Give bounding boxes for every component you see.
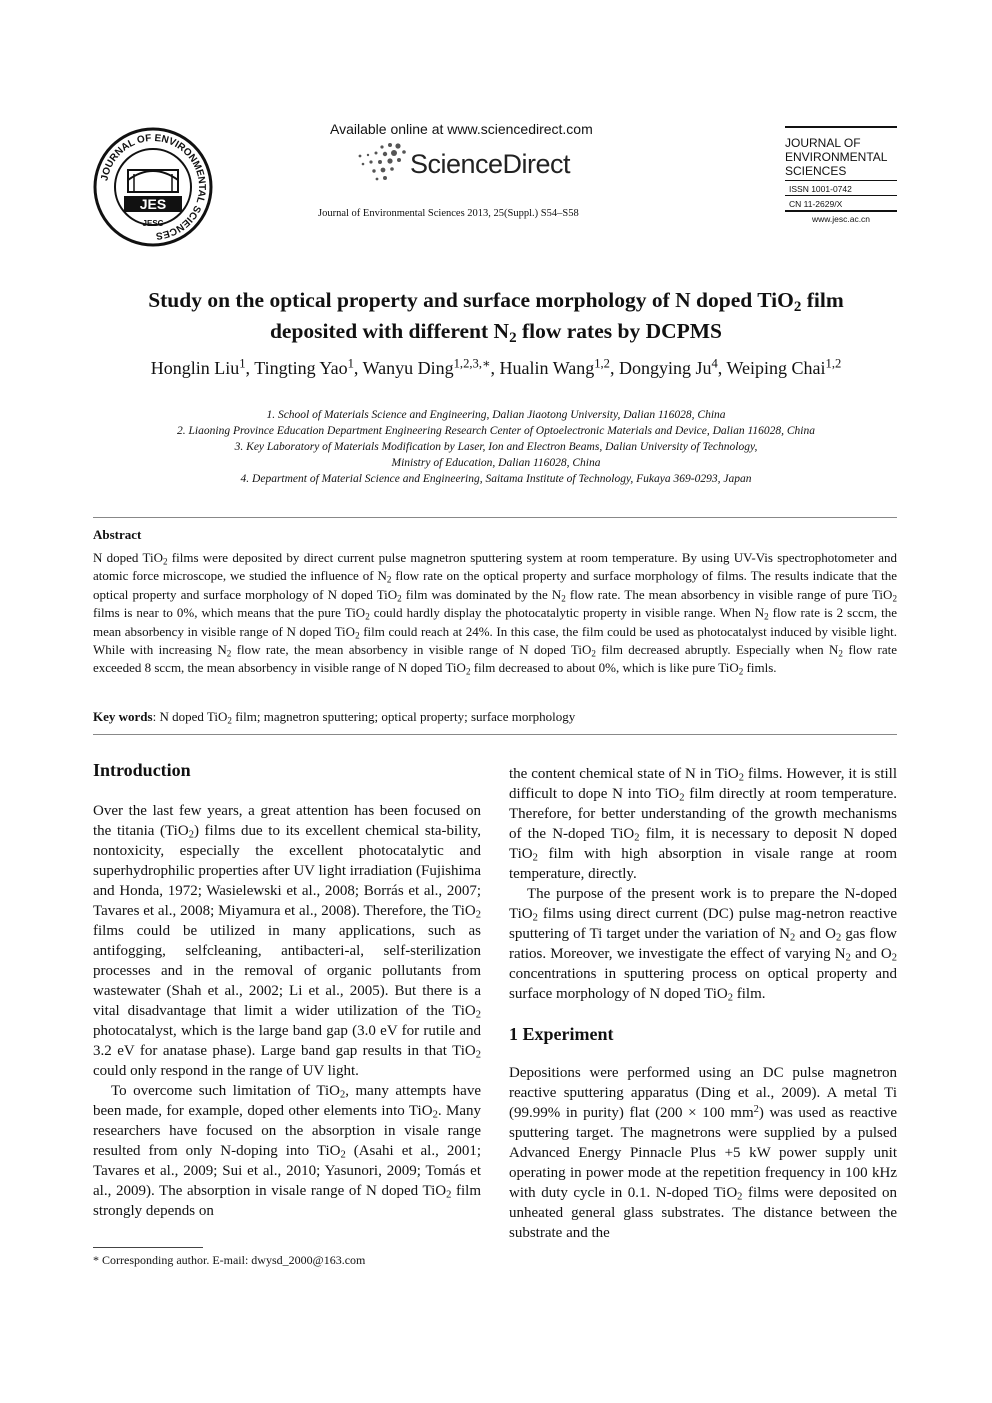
sciencedirect-wordmark: ScienceDirect: [410, 149, 571, 179]
author: Hualin Wang$^{1,2}$,: [499, 356, 619, 378]
journal-url: www.jesc.ac.cn: [811, 214, 871, 224]
journal-box: [785, 126, 897, 224]
paragraph: Depositions were performed using an DC pulse magnetron reactive sputtering apparatus (Ding et al., 2009). A metal Ti (99.99% in purity) flat (200 × 100 $mm^2$) was used as reactive sputtering target. The magnetrons were supplied by a pulsed Advanced Energy Pinnacle Plus +5 kW power supply unit operating in power mode at the repetition frequency in 100 kHz with duty cycle in 0.1. N-doped TiO$_2$ films were deposited on unheated general glass substrates. The distance between the substrate and the: [509, 1065, 898, 1241]
author-list: [60, 358, 932, 379]
journal-box-top-rule: [785, 126, 897, 128]
paragraph: Over the last few years, a great attention has been focused on the titania (TiO$_2$) films due to its excellent chemical sta-bility, nontoxicity, especially the excellent photocatalytic and superhydrophilic properties after UV light irradiation (Fujishima and Honda, 1972; Wasielewski et al., 2008; Borrás et al., 2007; Tavares et al., 2008; Miyamura et al., 2008). Therefore, the TiO$_2$ films could be utilized in many applications, such as antifogging, selfcleaning, antibacteri-al, self-sterilization processes and in the removal of organic pollutants from wastewater (Shah et al., 2002; Li et al., 2005). But there is a vital disadvantage that limit a wider utilization of the TiO$_2$ photocatalyst, which is the large band gap (3.0 eV for rutile and 3.2 eV for anatase phase). Large band gap results in that TiO$_2$ could only respond in the range of UV light.: [93, 803, 481, 1079]
author: Dongying Ju$^4$,: [618, 356, 727, 378]
logo-bottom-text: JESC: [142, 219, 164, 228]
paragraph: the content chemical state of N in TiO$_2$ films. However, it is still difficult to dope N into TiO$_2$ film directly at room temperature. Therefore, for better understanding of the growth mechanisms of the N-doped TiO$_2$ film, it is necessary to deposit N doped TiO$_2$ film with high absorption in visale range at room temperature, directly.: [509, 766, 898, 882]
paragraph: The purpose of the present work is to prepare the N-doped TiO$_2$ films using direct current (DC) pulse mag-netron reactive sputtering of Ti target under the variation of $N_2$ and $O_2$ gas flow ratios. Moreover, we investigate the effect of varying $N_2$ and $O_2$ concentrations in sputtering process on optical property and surface morphology of N doped TiO$_2$ film.: [509, 886, 898, 1004]
abstract-top-rule: [93, 517, 897, 518]
affiliation: 4. Department of Material Science and Engineering, Saitama Institute of Technology, Fukaya 369-0293, Japan: [240, 473, 752, 485]
affiliation: 2. Liaoning Province Education Department Engineering Research Center of Optoelectronic Materials and Device, Dalian 116028, China: [177, 425, 815, 437]
logo-badge: JES: [139, 196, 167, 212]
affiliation: 3. Key Laboratory of Materials Modification by Laser, Ion and Electron Beams, Dalian University of Technology,: [234, 441, 758, 453]
journal-cn: CN 11-2629/X: [789, 199, 843, 209]
author: Tingting Yao$^1$,: [254, 356, 363, 378]
paper-title: Study on the optical property and surface morphology of N doped TiO$_2$ film deposited with different $N_2$ flow rates by DCPMS: [148, 288, 844, 346]
author: Honglin Liu$^1$,: [150, 356, 255, 378]
keywords: Key words: N doped TiO$_2$ film; magnetron sputtering; optical property; surface morphology: [93, 709, 576, 726]
available-online: Available online at www.sciencedirect.com: [330, 121, 593, 137]
section-heading-introduction: Introduction: [93, 760, 191, 780]
journal-name: JOURNAL OF ENVIRONMENTAL SCIENCES: [785, 136, 888, 178]
footnote-rule: [93, 1247, 203, 1248]
sciencedirect-logo: [352, 140, 582, 186]
journal-citation: Journal of Environmental Sciences 2013, 25(Suppl.) S54–S58: [318, 208, 579, 219]
logo-ring-text: JOURNAL OF ENVIRONMENTAL SCIENCES: [99, 132, 208, 241]
journal-issn: ISSN 1001-0742: [789, 184, 852, 194]
author: Wanyu Ding$^{1,2,3,∗}$,: [362, 356, 500, 378]
affiliations: [60, 407, 932, 487]
right-column: [509, 764, 897, 1243]
jes-seal-icon: [92, 126, 214, 248]
left-column: [93, 760, 481, 1221]
abstract-text: N doped TiO$_2$ films were deposited by direct current pulse magnetron sputtering system at room temperature. By using UV-Vis spectrophotometer and atomic force microscope, we studied the influence of $N_2$ flow rate on the optical property and surface morphology of films. The results indicate that the optical property and surface morphology of N doped TiO$_2$ film was dominated by the $N_2$ flow rate. The mean absorbency in visible range of pure TiO$_2$ films is near to 0%, which means that the pure TiO$_2$ could hardly display the photocatalytic property in visible range. When $N_2$ flow rate is 2 sccm, the mean absorbency in visible range of N doped TiO$_2$ film could reach at 24%. In this case, the film could be used as photocatalyst induced by visible light. While with increasing $N_2$ flow rate, the mean absorbency in visible range of N doped TiO$_2$ film decreased abruptly. Especially when $N_2$ flow rate exceeded 8 sccm, the mean absorbency in visible range of N doped TiO$_2$ film decreased to about 0%, which is like pure TiO$_2$ fimls.: [93, 550, 898, 677]
section-heading-experiment: 1 Experiment: [509, 1024, 614, 1044]
journal-logo: [92, 126, 214, 248]
affiliation: Ministry of Education, Dalian 116028, China: [391, 457, 601, 469]
sciencedirect-dots-icon: [352, 140, 408, 186]
author: Weiping Chai$^{1,2}$: [726, 356, 842, 378]
abstract-bottom-rule: [93, 734, 897, 735]
abstract-heading: Abstract: [93, 527, 142, 542]
affiliation: 1. School of Materials Science and Engineering, Dalian Jiaotong University, Dalian 116028, China: [266, 409, 726, 421]
paragraph: To overcome such limitation of TiO$_2$, many attempts have been made, for example, doped other elements into TiO$_2$. Many researchers have focused on the absorption in visale range resulted from only N-doping into TiO$_2$ (Asahi et al., 2001; Tavares et al., 2009; Sui et al., 2010; Yasunori, 2009; Tomás et al., 2009). The absorption in visale range of N doped TiO$_2$ film strongly depends on: [93, 1083, 482, 1219]
footnote: * Corresponding author. E-mail: dwysd_2000@163.com: [93, 1253, 366, 1267]
